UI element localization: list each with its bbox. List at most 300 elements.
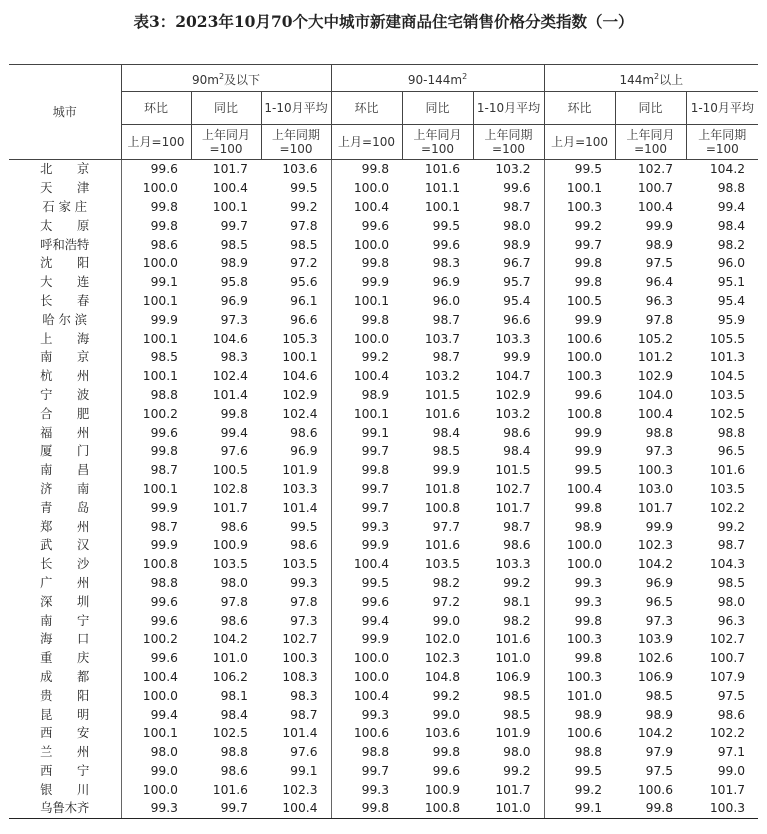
value-cell-medium-ytd-avg: 98.0 <box>473 216 544 235</box>
value-cell-medium-yoy: 101.6 <box>424 406 461 421</box>
value-cell-large-ytd-avg: 104.3 <box>709 557 746 572</box>
value-cell-medium-ytd-avg: 98.6 <box>473 423 544 442</box>
value-cell-medium-ytd-avg: 102.7 <box>473 480 544 499</box>
table-row <box>9 705 758 724</box>
value-cell-large-mom: 100.0 <box>566 557 603 572</box>
value-cell-medium-ytd-avg: 101.7 <box>473 498 544 517</box>
value-cell-medium-mom: 100.4 <box>353 688 390 703</box>
base-header-small-yoy: 上年同月=100 <box>191 125 261 160</box>
value-cell-small-yoy: 104.2 <box>212 632 248 647</box>
value-cell-small-mom: 98.8 <box>150 387 178 402</box>
table-row <box>9 555 758 574</box>
city-cell: 太 原 <box>9 216 121 235</box>
value-cell-medium-ytd-avg: 98.2 <box>473 611 544 630</box>
table-row <box>9 198 758 217</box>
value-cell-small-ytd-avg: 102.4 <box>261 404 331 423</box>
value-cell-large-mom: 100.6 <box>566 331 603 346</box>
value-cell-medium-yoy: 99.6 <box>432 237 461 252</box>
table-row <box>9 160 758 179</box>
value-cell-medium-yoy: 98.5 <box>432 444 461 459</box>
value-cell-large-ytd-avg: 107.9 <box>709 669 746 684</box>
city-cell: 济 南 <box>9 480 121 499</box>
value-cell-small-yoy: 102.5 <box>212 726 248 741</box>
value-cell-medium-ytd-avg: 101.6 <box>473 630 544 649</box>
value-cell-medium-ytd-avg: 101.5 <box>473 461 544 480</box>
value-cell-medium-mom: 100.4 <box>353 369 390 384</box>
value-cell-medium-mom: 99.8 <box>361 312 390 327</box>
value-cell-large-mom: 99.2 <box>574 218 603 233</box>
value-cell-small-yoy: 97.3 <box>220 312 248 327</box>
value-cell-large-ytd-avg: 96.5 <box>717 444 746 459</box>
value-cell-large-yoy: 99.9 <box>645 218 674 233</box>
city-cell: 贵 阳 <box>9 686 121 705</box>
value-cell-large-mom: 99.5 <box>574 162 603 177</box>
base-header-small-ytd-avg: 上年同期=100 <box>261 125 331 160</box>
value-cell-small-mom: 99.4 <box>150 707 178 722</box>
value-cell-medium-yoy: 98.2 <box>432 575 461 590</box>
table-row <box>9 442 758 461</box>
value-cell-large-mom: 100.8 <box>566 406 603 421</box>
value-cell-large-ytd-avg: 97.1 <box>717 745 746 760</box>
value-cell-large-mom: 100.1 <box>566 181 603 196</box>
value-cell-large-ytd-avg: 99.4 <box>717 199 746 214</box>
value-cell-small-ytd-avg: 98.6 <box>261 536 331 555</box>
value-cell-small-mom: 99.8 <box>150 218 178 233</box>
value-cell-small-mom: 99.9 <box>150 538 178 553</box>
value-cell-small-yoy: 99.8 <box>220 406 248 421</box>
city-cell: 天 津 <box>9 179 121 198</box>
value-cell-medium-yoy: 100.9 <box>424 782 461 797</box>
table-row <box>9 611 758 630</box>
value-cell-small-ytd-avg: 98.6 <box>261 423 331 442</box>
value-cell-small-ytd-avg: 108.3 <box>261 668 331 687</box>
value-cell-large-ytd-avg: 98.2 <box>717 237 746 252</box>
city-cell: 沈 阳 <box>9 254 121 273</box>
value-cell-small-mom: 98.7 <box>150 463 178 478</box>
table-header <box>9 65 758 160</box>
value-cell-medium-yoy: 103.5 <box>424 557 461 572</box>
value-cell-small-mom: 98.6 <box>150 237 178 252</box>
value-cell-large-yoy: 99.8 <box>615 799 686 818</box>
value-cell-medium-ytd-avg: 98.0 <box>473 743 544 762</box>
value-cell-large-mom: 99.6 <box>574 387 603 402</box>
value-cell-small-mom: 99.1 <box>150 275 178 290</box>
value-cell-medium-mom: 100.0 <box>353 331 390 346</box>
value-cell-large-yoy: 96.3 <box>645 293 674 308</box>
price-index-table <box>9 64 758 819</box>
value-cell-medium-ytd-avg: 101.0 <box>473 649 544 668</box>
city-cell: 西 宁 <box>9 762 121 781</box>
value-cell-large-ytd-avg: 103.5 <box>709 481 746 496</box>
base-header-medium-mom: 上月=100 <box>331 125 402 160</box>
value-cell-medium-mom: 99.8 <box>361 256 390 271</box>
value-cell-large-yoy: 100.6 <box>637 782 674 797</box>
value-cell-small-mom: 100.0 <box>142 181 178 196</box>
city-cell: 长 春 <box>9 292 121 311</box>
value-cell-small-yoy: 97.8 <box>220 594 248 609</box>
value-cell-large-mom: 99.2 <box>574 782 603 797</box>
value-cell-large-mom: 99.8 <box>574 613 603 628</box>
value-cell-small-mom: 100.0 <box>142 688 178 703</box>
value-cell-medium-ytd-avg: 103.3 <box>473 329 544 348</box>
table-row <box>9 254 758 273</box>
value-cell-small-ytd-avg: 101.4 <box>261 498 331 517</box>
value-cell-large-mom: 100.0 <box>566 538 603 553</box>
value-cell-small-yoy: 97.6 <box>220 444 248 459</box>
value-cell-large-ytd-avg: 96.3 <box>717 613 746 628</box>
table-row <box>9 724 758 743</box>
value-cell-small-mom: 98.7 <box>150 519 178 534</box>
value-cell-large-mom: 99.5 <box>574 763 603 778</box>
column-header-large-yoy: 同比 <box>615 92 686 125</box>
value-cell-small-mom: 99.8 <box>150 444 178 459</box>
city-cell: 银 川 <box>9 780 121 799</box>
table-row <box>9 235 758 254</box>
value-cell-large-mom: 100.3 <box>566 669 603 684</box>
city-cell: 石 家 庄 <box>9 198 121 217</box>
value-cell-small-ytd-avg: 101.9 <box>261 461 331 480</box>
value-cell-large-mom: 99.3 <box>574 575 603 590</box>
value-cell-large-yoy: 98.8 <box>645 425 674 440</box>
value-cell-large-yoy: 97.8 <box>645 312 674 327</box>
value-cell-small-yoy: 99.7 <box>220 218 248 233</box>
value-cell-medium-yoy: 98.4 <box>432 425 461 440</box>
value-cell-small-mom: 100.4 <box>142 669 178 684</box>
value-cell-small-yoy: 100.5 <box>212 463 248 478</box>
value-cell-medium-mom: 100.0 <box>353 237 390 252</box>
value-cell-medium-yoy: 102.3 <box>424 651 461 666</box>
value-cell-small-ytd-avg: 103.3 <box>261 480 331 499</box>
value-cell-medium-mom: 99.9 <box>361 538 390 553</box>
value-cell-medium-ytd-avg: 95.7 <box>473 273 544 292</box>
city-cell: 福 州 <box>9 423 121 442</box>
table-row <box>9 216 758 235</box>
value-cell-medium-mom: 100.0 <box>353 669 390 684</box>
column-header-medium-mom: 环比 <box>331 92 402 125</box>
table-row <box>9 367 758 386</box>
value-cell-medium-ytd-avg: 98.1 <box>473 592 544 611</box>
city-cell: 大 连 <box>9 273 121 292</box>
value-cell-medium-ytd-avg: 98.5 <box>473 705 544 724</box>
table-row <box>9 386 758 405</box>
value-cell-large-mom: 99.8 <box>574 275 603 290</box>
value-cell-small-yoy: 98.1 <box>220 688 248 703</box>
value-cell-medium-mom: 99.1 <box>361 425 390 440</box>
value-cell-medium-mom: 100.4 <box>353 199 390 214</box>
value-cell-large-ytd-avg: 95.9 <box>717 312 746 327</box>
value-cell-large-yoy: 100.3 <box>637 463 674 478</box>
value-cell-small-yoy: 98.0 <box>220 575 248 590</box>
value-cell-small-mom: 99.6 <box>150 613 178 628</box>
value-cell-small-mom: 100.2 <box>142 632 178 647</box>
value-cell-medium-yoy: 103.2 <box>424 369 461 384</box>
value-cell-small-yoy: 100.4 <box>212 181 248 196</box>
city-cell: 呼和浩特 <box>9 235 121 254</box>
value-cell-small-yoy: 96.9 <box>220 293 248 308</box>
value-cell-small-mom: 99.6 <box>150 594 178 609</box>
value-cell-large-ytd-avg: 98.8 <box>717 425 746 440</box>
value-cell-small-yoy: 99.7 <box>191 799 261 818</box>
value-cell-medium-ytd-avg: 99.2 <box>473 574 544 593</box>
value-cell-medium-ytd-avg: 104.7 <box>473 367 544 386</box>
value-cell-large-yoy: 101.7 <box>637 500 674 515</box>
value-cell-medium-mom: 98.8 <box>361 745 390 760</box>
value-cell-small-ytd-avg: 102.7 <box>261 630 331 649</box>
value-cell-medium-yoy: 101.5 <box>424 387 461 402</box>
value-cell-medium-yoy: 103.7 <box>424 331 461 346</box>
value-cell-medium-ytd-avg: 96.6 <box>473 310 544 329</box>
city-cell: 厦 门 <box>9 442 121 461</box>
city-cell: 南 昌 <box>9 461 121 480</box>
value-cell-large-mom: 99.9 <box>574 312 603 327</box>
value-cell-large-yoy: 97.9 <box>645 745 674 760</box>
value-cell-small-yoy: 102.8 <box>212 481 248 496</box>
value-cell-small-ytd-avg: 105.3 <box>261 329 331 348</box>
value-cell-medium-ytd-avg: 103.2 <box>473 404 544 423</box>
column-header-medium-yoy: 同比 <box>402 92 473 125</box>
value-cell-large-ytd-avg: 104.2 <box>709 162 746 177</box>
value-cell-small-ytd-avg: 100.3 <box>261 649 331 668</box>
value-cell-small-ytd-avg: 98.3 <box>261 686 331 705</box>
value-cell-medium-ytd-avg: 101.0 <box>473 799 544 818</box>
value-cell-large-ytd-avg: 97.5 <box>717 688 746 703</box>
base-header-large-yoy: 上年同月=100 <box>615 125 686 160</box>
value-cell-medium-ytd-avg: 101.9 <box>473 724 544 743</box>
value-cell-medium-ytd-avg: 98.5 <box>473 686 544 705</box>
value-cell-medium-yoy: 96.9 <box>432 275 461 290</box>
value-cell-small-mom: 100.8 <box>142 557 178 572</box>
value-cell-large-mom: 99.8 <box>574 500 603 515</box>
value-cell-small-mom: 99.9 <box>150 312 178 327</box>
value-cell-small-mom: 98.0 <box>150 745 178 760</box>
value-cell-large-yoy: 97.5 <box>645 256 674 271</box>
value-cell-medium-yoy: 99.2 <box>432 688 461 703</box>
value-cell-large-mom: 100.3 <box>566 199 603 214</box>
value-cell-large-mom: 99.5 <box>574 463 603 478</box>
value-cell-medium-mom: 100.0 <box>353 651 390 666</box>
value-cell-medium-ytd-avg: 103.3 <box>473 555 544 574</box>
city-cell: 宁 波 <box>9 386 121 405</box>
value-cell-small-mom: 99.6 <box>150 162 178 177</box>
value-cell-medium-yoy: 100.1 <box>424 199 461 214</box>
value-cell-small-ytd-avg: 97.8 <box>261 216 331 235</box>
value-cell-medium-ytd-avg: 99.2 <box>473 762 544 781</box>
value-cell-medium-mom: 99.4 <box>361 613 390 628</box>
value-cell-large-ytd-avg: 101.7 <box>709 782 746 797</box>
city-cell: 武 汉 <box>9 536 121 555</box>
column-header-small-mom: 环比 <box>121 92 191 125</box>
value-cell-medium-mom: 98.9 <box>361 387 390 402</box>
value-cell-medium-ytd-avg: 106.9 <box>473 668 544 687</box>
value-cell-large-ytd-avg: 100.7 <box>709 651 746 666</box>
value-cell-medium-yoy: 99.6 <box>432 763 461 778</box>
value-cell-medium-mom: 99.6 <box>361 218 390 233</box>
value-cell-large-mom: 99.7 <box>574 237 603 252</box>
group-header-small: $90m^2$及以下 <box>121 65 331 92</box>
table-row <box>9 762 758 781</box>
city-cell: 深 圳 <box>9 592 121 611</box>
value-cell-small-ytd-avg: 102.9 <box>261 386 331 405</box>
value-cell-small-ytd-avg: 99.2 <box>261 198 331 217</box>
value-cell-small-ytd-avg: 100.4 <box>261 799 331 818</box>
value-cell-medium-yoy: 99.8 <box>432 745 461 760</box>
value-cell-small-yoy: 101.0 <box>212 651 248 666</box>
value-cell-large-mom: 98.9 <box>574 519 603 534</box>
city-cell: 海 口 <box>9 630 121 649</box>
column-header-large-ytd-avg: 1-10月平均 <box>686 92 758 125</box>
base-header-medium-ytd-avg: 上年同期=100 <box>473 125 544 160</box>
value-cell-large-yoy: 106.9 <box>637 669 674 684</box>
column-header-small-ytd-avg: 1-10月平均 <box>261 92 331 125</box>
value-cell-small-yoy: 98.5 <box>220 237 248 252</box>
value-cell-medium-yoy: 101.6 <box>424 162 461 177</box>
value-cell-large-ytd-avg: 98.7 <box>717 538 746 553</box>
value-cell-large-mom: 101.0 <box>566 688 603 703</box>
value-cell-large-yoy: 98.5 <box>645 688 674 703</box>
table-row <box>9 630 758 649</box>
value-cell-large-mom: 100.0 <box>566 350 603 365</box>
city-cell: 乌鲁木齐 <box>9 799 121 818</box>
value-cell-small-ytd-avg: 98.5 <box>261 235 331 254</box>
value-cell-small-ytd-avg: 96.1 <box>261 292 331 311</box>
table-body <box>9 160 758 819</box>
value-cell-large-yoy: 98.9 <box>645 707 674 722</box>
value-cell-medium-mom: 99.3 <box>361 707 390 722</box>
value-cell-medium-mom: 100.0 <box>353 181 390 196</box>
value-cell-large-ytd-avg: 101.3 <box>709 350 746 365</box>
value-cell-large-ytd-avg: 102.5 <box>709 406 746 421</box>
value-cell-large-ytd-avg: 102.7 <box>709 632 746 647</box>
value-cell-medium-mom: 99.3 <box>361 519 390 534</box>
value-cell-small-yoy: 98.6 <box>220 519 248 534</box>
value-cell-small-ytd-avg: 97.8 <box>261 592 331 611</box>
table-row <box>9 574 758 593</box>
value-cell-large-yoy: 100.4 <box>637 406 674 421</box>
value-cell-medium-ytd-avg: 98.7 <box>473 198 544 217</box>
table-row <box>9 423 758 442</box>
value-cell-small-ytd-avg: 103.5 <box>261 555 331 574</box>
city-cell: 合 肥 <box>9 404 121 423</box>
value-cell-small-mom: 100.1 <box>142 726 178 741</box>
value-cell-small-yoy: 99.4 <box>220 425 248 440</box>
value-cell-large-mom: 100.6 <box>566 726 603 741</box>
value-cell-medium-yoy: 96.0 <box>432 293 461 308</box>
value-cell-small-yoy: 98.6 <box>220 613 248 628</box>
value-cell-large-yoy: 105.2 <box>637 331 674 346</box>
value-cell-small-ytd-avg: 99.3 <box>261 574 331 593</box>
value-cell-medium-mom: 99.9 <box>361 275 390 290</box>
value-cell-large-yoy: 100.7 <box>637 181 674 196</box>
column-header-medium-ytd-avg: 1-10月平均 <box>473 92 544 125</box>
value-cell-small-ytd-avg: 97.3 <box>261 611 331 630</box>
value-cell-medium-yoy: 101.1 <box>424 181 461 196</box>
value-cell-small-ytd-avg: 95.6 <box>261 273 331 292</box>
value-cell-large-ytd-avg: 104.5 <box>709 369 746 384</box>
value-cell-large-yoy: 99.9 <box>645 519 674 534</box>
value-cell-medium-ytd-avg: 98.6 <box>473 536 544 555</box>
value-cell-small-ytd-avg: 97.2 <box>261 254 331 273</box>
value-cell-large-ytd-avg: 98.8 <box>717 181 746 196</box>
value-cell-large-ytd-avg: 99.0 <box>717 763 746 778</box>
value-cell-large-yoy: 96.5 <box>645 594 674 609</box>
value-cell-small-yoy: 98.3 <box>220 350 248 365</box>
value-cell-large-yoy: 104.2 <box>637 557 674 572</box>
table-row <box>9 292 758 311</box>
value-cell-medium-mom: 100.4 <box>353 557 390 572</box>
value-cell-small-ytd-avg: 96.9 <box>261 442 331 461</box>
value-cell-medium-yoy: 101.8 <box>424 481 461 496</box>
table-row <box>9 498 758 517</box>
value-cell-small-mom: 100.0 <box>142 782 178 797</box>
city-cell: 成 都 <box>9 668 121 687</box>
value-cell-large-yoy: 102.9 <box>637 369 674 384</box>
value-cell-large-mom: 100.3 <box>566 369 603 384</box>
value-cell-large-ytd-avg: 103.5 <box>709 387 746 402</box>
city-cell: 兰 州 <box>9 743 121 762</box>
value-cell-small-yoy: 101.7 <box>212 500 248 515</box>
value-cell-medium-mom: 99.8 <box>361 463 390 478</box>
value-cell-medium-mom: 99.2 <box>361 350 390 365</box>
value-cell-small-ytd-avg: 99.1 <box>261 762 331 781</box>
city-cell: 哈 尔 滨 <box>9 310 121 329</box>
table-row <box>9 686 758 705</box>
value-cell-medium-yoy: 101.6 <box>424 538 461 553</box>
value-cell-large-yoy: 100.4 <box>637 199 674 214</box>
value-cell-small-yoy: 98.6 <box>220 763 248 778</box>
value-cell-large-yoy: 104.0 <box>637 387 674 402</box>
value-cell-large-yoy: 102.6 <box>637 651 674 666</box>
value-cell-medium-yoy: 99.0 <box>432 613 461 628</box>
value-cell-medium-yoy: 98.7 <box>432 312 461 327</box>
value-cell-large-yoy: 96.9 <box>645 575 674 590</box>
city-cell: 杭 州 <box>9 367 121 386</box>
value-cell-large-mom: 98.9 <box>574 707 603 722</box>
value-cell-medium-mom: 99.3 <box>361 782 390 797</box>
value-cell-large-ytd-avg: 98.6 <box>717 707 746 722</box>
value-cell-medium-mom: 99.7 <box>361 444 390 459</box>
value-cell-large-ytd-avg: 101.6 <box>709 463 746 478</box>
value-cell-large-yoy: 97.3 <box>645 444 674 459</box>
city-cell: 重 庆 <box>9 649 121 668</box>
base-header-small-mom: 上月=100 <box>121 125 191 160</box>
value-cell-large-yoy: 101.2 <box>637 350 674 365</box>
value-cell-medium-mom: 100.6 <box>353 726 390 741</box>
value-cell-small-mom: 100.1 <box>142 481 178 496</box>
value-cell-large-mom: 98.8 <box>574 745 603 760</box>
city-cell: 北 京 <box>9 160 121 179</box>
value-cell-small-mom: 98.5 <box>150 350 178 365</box>
value-cell-large-mom: 99.8 <box>574 651 603 666</box>
value-cell-large-mom: 99.9 <box>574 444 603 459</box>
value-cell-large-ytd-avg: 102.2 <box>709 726 746 741</box>
value-cell-large-ytd-avg: 95.1 <box>717 275 746 290</box>
value-cell-medium-mom: 99.7 <box>361 763 390 778</box>
value-cell-small-mom: 99.6 <box>150 651 178 666</box>
value-cell-large-yoy: 98.9 <box>645 237 674 252</box>
base-header-medium-yoy: 上年同月=100 <box>402 125 473 160</box>
table-row <box>9 480 758 499</box>
value-cell-medium-yoy: 100.8 <box>424 500 461 515</box>
value-cell-large-mom: 100.3 <box>566 632 603 647</box>
value-cell-small-yoy: 98.9 <box>220 256 248 271</box>
value-cell-large-yoy: 102.7 <box>637 162 674 177</box>
city-cell: 西 安 <box>9 724 121 743</box>
value-cell-small-mom: 98.8 <box>150 575 178 590</box>
value-cell-medium-ytd-avg: 102.9 <box>473 386 544 405</box>
value-cell-medium-yoy: 98.3 <box>432 256 461 271</box>
value-cell-small-ytd-avg: 99.5 <box>261 517 331 536</box>
city-cell: 昆 明 <box>9 705 121 724</box>
